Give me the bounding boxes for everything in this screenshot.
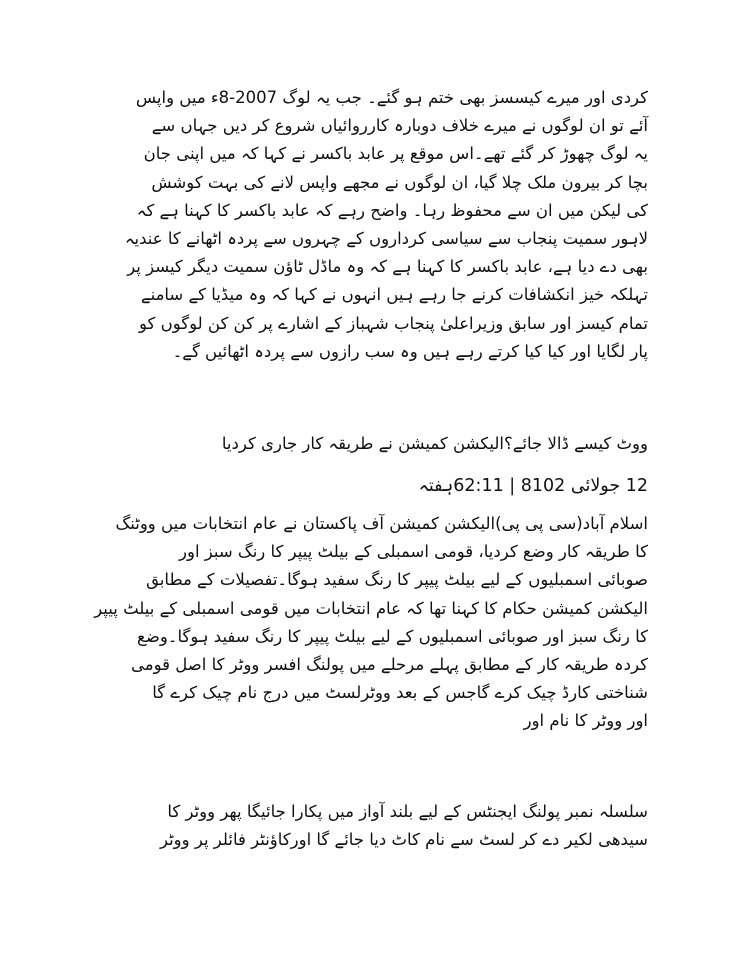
paragraph-line: الیکشن کمیشن حکام کا کہنا تھا کہ عام انتخابات میں قومی اسمبلی کے بیلٹ پیپر — [94, 598, 648, 618]
paragraph-line: بچا کر بیرون ملک چلا گیا، ان لوگوں نے مجھے واپس لانے کی بہت کوشش — [151, 172, 648, 192]
paragraph-line: تمام کیسز اور سابق وزیراعلیٰ پنجاب شہباز کے اشارے پر کن کن لوگوں کو — [138, 313, 648, 333]
paragraph-line: صوبائی اسمبلیوں کے لیے بیلٹ پیپر کا رنگ سفید ہوگا۔تفصیلات کے مطابق — [146, 570, 648, 590]
article-2-continuation — [108, 798, 648, 854]
paragraph-line: یہ لوگ چھوڑ کر گئے تھے۔اس موقع پر عابد باکسر نے کہا کہ میں اپنی جان — [143, 144, 648, 164]
paragraph-line: کا طریقہ کار وضع کردیا، قومی اسمبلی کے بیلٹ پیپر کا رنگ سبز اور — [179, 542, 648, 562]
paragraph-line: شناختی کارڈ چیک کرے گاجس کے بعد ووٹرلسٹ میں درج نام چیک کرے گا — [152, 683, 648, 703]
paragraph-line: سیدھی لکیر دے کر لسٹ سے نام کاٹ دیا جائے گا اورکاؤنٹر فائلر پر ووٹر — [159, 830, 648, 850]
article-2-paragraph — [94, 510, 648, 736]
paragraph-line: تہلکہ خیز انکشافات کرنے جا رہے ہیں انہوں نے کہا کہ وہ میڈیا کے سامنے — [140, 285, 648, 305]
paragraph-line: کا رنگ سبز اور صوبائی اسمبلیوں کے لیے بیلٹ پیپر کا رنگ سفید ہوگا۔وضع — [137, 626, 648, 646]
article-2-headline: ووٹ کیسے ڈالا جائے؟الیکشن کمیشن نے طریقہ کار جاری کردیا — [221, 434, 648, 453]
paragraph-line: کردہ طریقہ کار کے مطابق پہلے مرحلے میں پولنگ افسر ووٹر کا اصل قومی — [131, 655, 648, 675]
article-2-dateline: 12 جولائی 8102 | 62:11ہفتہ — [418, 476, 648, 496]
paragraph-line: اور ووٹر کا نام اور — [523, 711, 648, 731]
paragraph-line: بھی دے دیا ہے، عابد باکسر کا کہنا ہے کہ وہ ماڈل ٹاؤن سمیت دیگر کیسز پر — [127, 257, 648, 277]
paragraph-line: پار لگایا اور کیا کیا کرتے رہے ہیں وہ سب رازوں سے پردہ اٹھائیں گے۔ — [172, 341, 648, 361]
paragraph-line: سلسلہ نمبر پولنگ ایجنٹس کے لیے بلند آواز میں پکارا جائیگا پھر ووٹر کا — [167, 802, 648, 821]
paragraph-line: لاہور سمیت پنجاب سے سیاسی کرداروں کے چہروں سے پردہ اٹھانے کا عندیہ — [124, 229, 648, 249]
paragraph-line: اسلام آباد(سی پی پی)الیکشن کمیشن آف پاکستان نے عام انتخابات میں ووٹنگ — [115, 514, 648, 533]
article-1-paragraph — [108, 84, 648, 366]
paragraph-line: آئے تو ان لوگوں نے میرے خلاف دوبارہ کارروائیاں شروع کر دیں جہاں سے — [151, 116, 648, 136]
paragraph-line: کردی اور میرے کیسسز بھی ختم ہو گئے۔ جب یہ لوگ 2007-8ء میں واپس — [135, 88, 648, 107]
paragraph-line: کی لیکن میں ان سے محفوظ رہا۔ واضح رہے کہ عابد باکسر کا کہنا ہے کہ — [136, 200, 648, 220]
